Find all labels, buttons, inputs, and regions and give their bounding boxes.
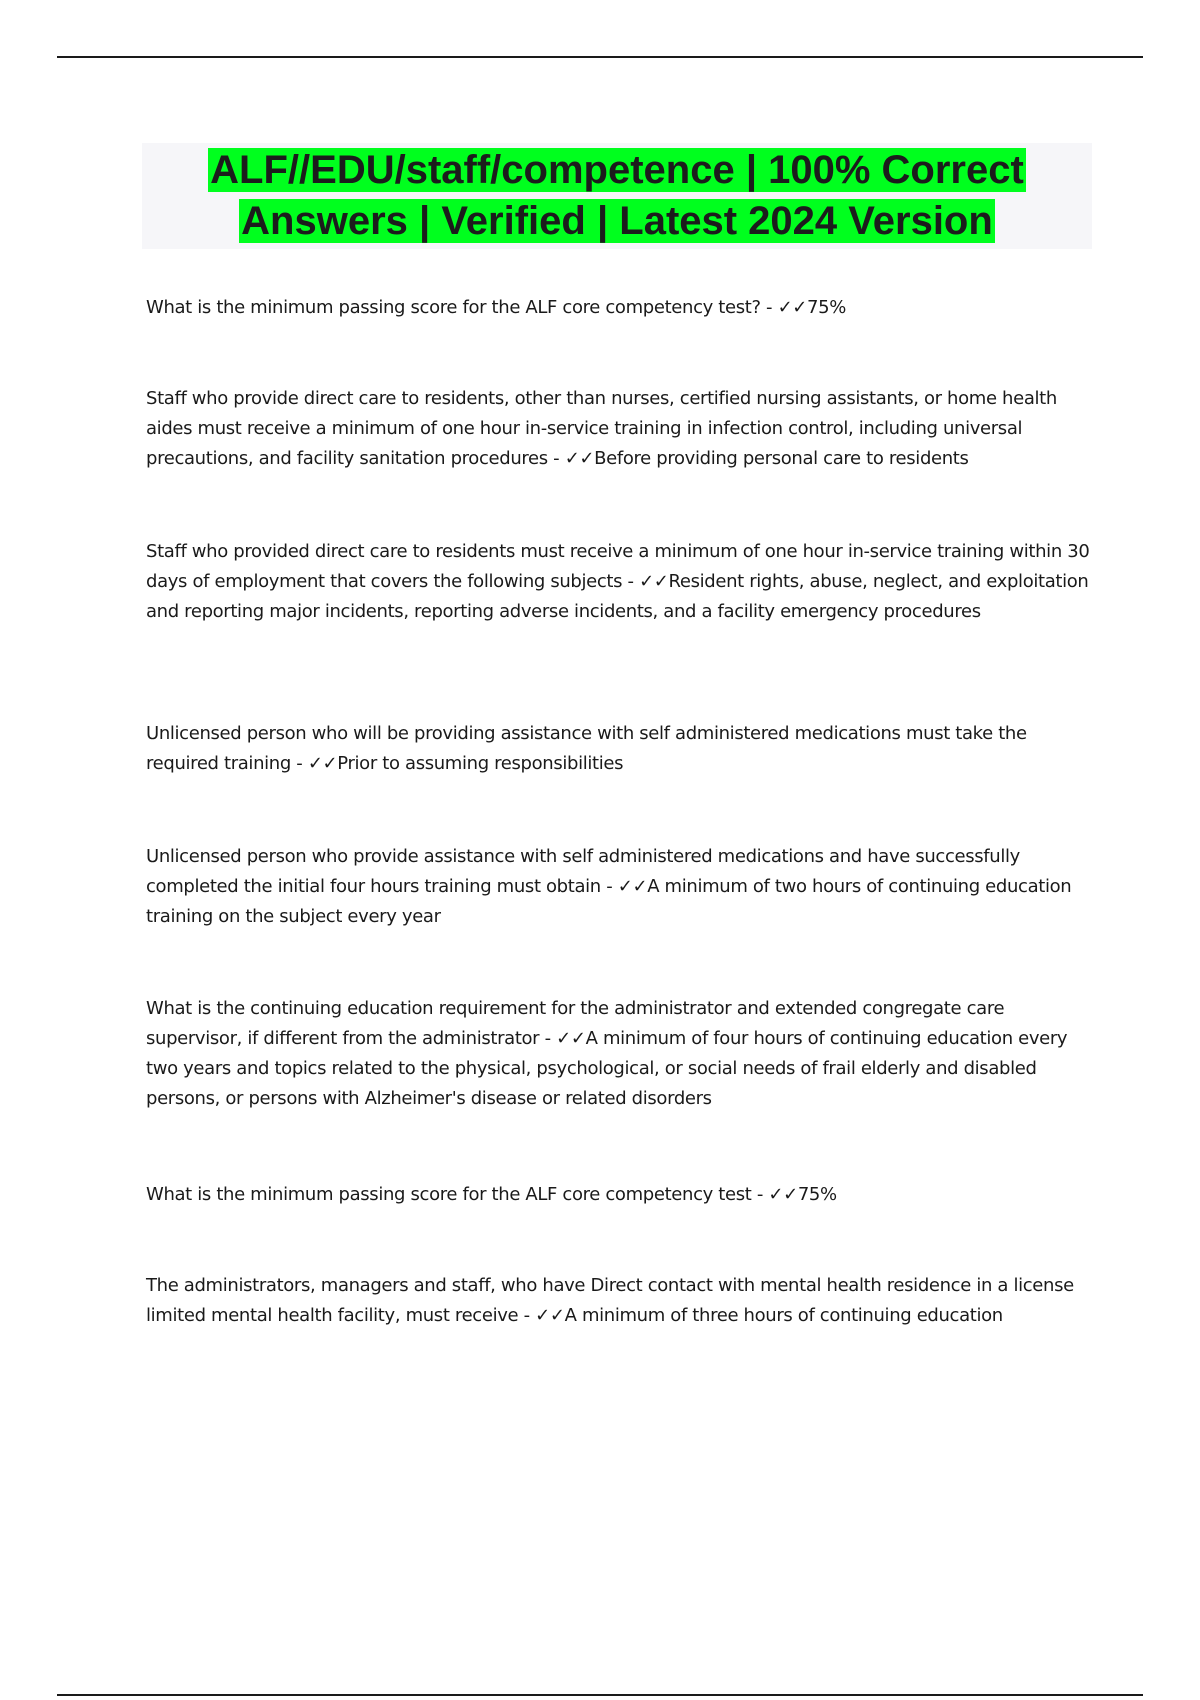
- question-text: What is the minimum passing score for the ALF core competency test?: [146, 297, 761, 318]
- answer-text: 75%: [807, 297, 846, 318]
- title-banner: [142, 143, 1092, 249]
- answer-text: Before providing personal care to residents: [594, 448, 969, 469]
- answer-text: Resident rights, abuse, neglect, and exploitation and reporting major incidents, reporting adverse incidents, and a facility emergency procedures: [146, 571, 1089, 622]
- check-mark-icon: ✓✓: [564, 448, 595, 469]
- separator: -: [518, 1305, 536, 1326]
- header-rule: [57, 56, 1143, 58]
- title-line-1: ALF//EDU/staff/competence | 100% Correct: [210, 148, 1024, 192]
- qa-item-7: [146, 1180, 1096, 1210]
- separator: -: [290, 753, 308, 774]
- check-mark-icon: ✓✓: [307, 753, 338, 774]
- answer-text: A minimum of three hours of continuing education: [564, 1305, 1003, 1326]
- question-text: What is the continuing education requirement for the administrator and extended congregate care supervisor, if different from the administrator: [146, 998, 1005, 1049]
- title-line-2: Answers | Verified | Latest 2024 Version: [241, 199, 993, 243]
- answer-text: A minimum of two hours of continuing education training on the subject every year: [146, 876, 1072, 927]
- answer-text: 75%: [797, 1184, 837, 1205]
- check-mark-icon: ✓✓: [535, 1305, 565, 1326]
- qa-item-2: [146, 384, 1096, 474]
- qa-item-5: [146, 842, 1096, 932]
- check-mark-icon: ✓✓: [617, 876, 648, 897]
- qa-item-8: [146, 1271, 1096, 1331]
- document-title: [208, 145, 1026, 247]
- qa-item-4: [146, 719, 1096, 779]
- question-text: Unlicensed person who will be providing assistance with self administered medications must take the required training: [146, 723, 1027, 774]
- check-mark-icon: ✓✓: [639, 571, 669, 592]
- question-text: What is the minimum passing score for the ALF core competency test: [146, 1184, 752, 1205]
- check-mark-icon: ✓✓: [777, 297, 808, 318]
- footer-rule: [57, 1694, 1143, 1696]
- separator: -: [622, 571, 640, 592]
- separator: -: [539, 1028, 557, 1049]
- question-text: Unlicensed person who provide assistance with self administered medications and have successfully completed the initial four hours training must obtain: [146, 846, 1020, 897]
- question-text: Staff who provide direct care to residents, other than nurses, certified nursing assistants, or home health aides must receive a minimum of one hour in-service training in infection control, including universal precautions, and facility sanitation procedures: [146, 388, 1057, 469]
- separator: -: [547, 448, 565, 469]
- separator: -: [760, 297, 778, 318]
- answer-text: Prior to assuming responsibilities: [337, 753, 624, 774]
- separator: -: [600, 876, 618, 897]
- question-text: The administrators, managers and staff, who have Direct contact with mental health residence in a license limited mental health facility, must receive: [146, 1275, 1074, 1326]
- answer-text: A minimum of four hours of continuing education every two years and topics related to the physical, psychological, or social needs of frail elderly and disabled persons, or persons with Alzheimer's disease or related disorders: [146, 1028, 1068, 1109]
- qa-item-3: [146, 537, 1096, 627]
- qa-item-6: [146, 994, 1096, 1114]
- qa-item-1: [146, 293, 1096, 323]
- question-text: Staff who provided direct care to residents must receive a minimum of one hour in-service training within 30 days of employment that covers the following subjects: [146, 541, 1090, 592]
- check-mark-icon: ✓✓: [556, 1028, 586, 1049]
- separator: -: [751, 1184, 769, 1205]
- check-mark-icon: ✓✓: [768, 1184, 798, 1205]
